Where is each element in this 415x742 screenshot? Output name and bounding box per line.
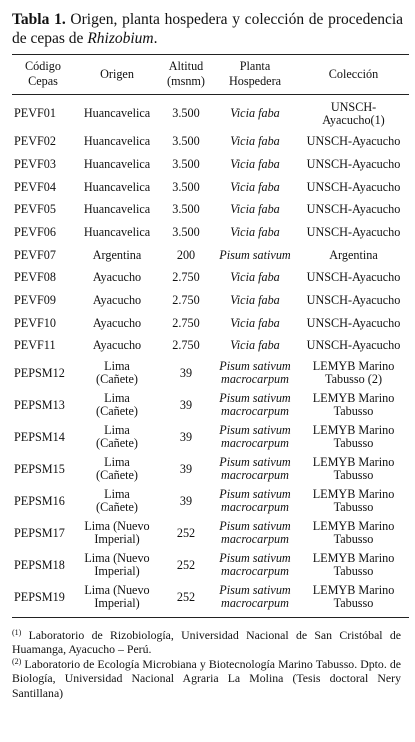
cell-origen: Ayacucho bbox=[92, 292, 142, 307]
cell-codigo: PEVF06 bbox=[14, 224, 56, 239]
cell-coleccion: UNSCH-Ayacucho bbox=[306, 338, 401, 353]
cell-planta: Pisum sativum macrocarpum bbox=[219, 391, 291, 418]
cell-origen: Huancavelica bbox=[83, 202, 151, 217]
cell-planta: Vicia faba bbox=[230, 134, 280, 149]
table-row bbox=[12, 95, 409, 131]
cell-planta: Pisum sativum macrocarpum bbox=[219, 455, 291, 482]
cell-origen: Lima (Cañete) bbox=[96, 359, 138, 386]
table-row bbox=[12, 130, 409, 153]
cell-origen: Lima (Nuevo Imperial) bbox=[84, 519, 150, 546]
cell-codigo: PEVF08 bbox=[14, 270, 56, 285]
cell-coleccion: UNSCH- Ayacucho(1) bbox=[322, 100, 385, 127]
cell-planta: Vicia faba bbox=[230, 292, 280, 307]
cell-planta: Vicia faba bbox=[230, 156, 280, 171]
cell-origen: Lima (Cañete) bbox=[96, 487, 138, 514]
cell-codigo: PEPSM13 bbox=[14, 397, 65, 412]
cell-altitud: 200 bbox=[176, 247, 196, 262]
cell-altitud: 2.750 bbox=[172, 315, 200, 330]
cell-codigo: PEVF01 bbox=[14, 106, 56, 121]
cell-codigo: PEVF03 bbox=[14, 156, 56, 171]
table-row bbox=[12, 517, 409, 549]
footnote-2-mark: (2) bbox=[12, 656, 22, 666]
cell-coleccion: LEMYB Marino Tabusso bbox=[312, 551, 395, 578]
cell-coleccion: LEMYB Marino Tabusso bbox=[312, 519, 395, 546]
cell-codigo: PEPSM16 bbox=[14, 493, 65, 508]
cell-planta: Vicia faba bbox=[230, 224, 280, 239]
cell-codigo: PEVF02 bbox=[14, 134, 56, 149]
cell-coleccion: LEMYB Marino Tabusso bbox=[312, 423, 395, 450]
cell-altitud: 3.500 bbox=[172, 106, 200, 121]
cell-altitud: 39 bbox=[179, 397, 193, 412]
footnote-1-text: Laboratorio de Rizobiología, Universidad Nacional de San Cristóbal de Huamanga, Ayacucho – Perú. bbox=[12, 627, 401, 657]
header-planta-hospedera: Planta Hospedera bbox=[228, 59, 282, 88]
table-row bbox=[12, 198, 409, 221]
table-row bbox=[12, 312, 409, 335]
caption-text: Origen, planta hospedera y colección de procedencia de cepas de bbox=[12, 11, 404, 47]
table-row bbox=[12, 175, 409, 198]
cell-coleccion: UNSCH-Ayacucho bbox=[306, 134, 401, 149]
cell-coleccion: UNSCH-Ayacucho bbox=[306, 270, 401, 285]
cell-planta: Pisum sativum macrocarpum bbox=[219, 359, 291, 386]
cell-altitud: 3.500 bbox=[172, 202, 200, 217]
cell-codigo: PEVF09 bbox=[14, 292, 56, 307]
table-bottom-rule bbox=[12, 617, 409, 618]
cell-altitud: 39 bbox=[179, 429, 193, 444]
cell-planta: Vicia faba bbox=[230, 315, 280, 330]
cell-coleccion: UNSCH-Ayacucho bbox=[306, 179, 401, 194]
header-coleccion: Colección bbox=[328, 66, 379, 81]
cell-codigo: PEPSM19 bbox=[14, 589, 65, 604]
cell-origen: Huancavelica bbox=[83, 224, 151, 239]
cell-coleccion: UNSCH-Ayacucho bbox=[306, 202, 401, 217]
cell-altitud: 39 bbox=[179, 493, 193, 508]
table-row bbox=[12, 485, 409, 517]
table-row bbox=[12, 153, 409, 176]
cell-codigo: PEVF05 bbox=[14, 202, 56, 217]
table-row bbox=[12, 289, 409, 312]
cell-origen: Lima (Cañete) bbox=[96, 455, 138, 482]
cell-origen: Lima (Cañete) bbox=[96, 423, 138, 450]
table-body bbox=[12, 95, 409, 613]
cell-codigo: PEPSM12 bbox=[14, 365, 65, 380]
cell-altitud: 3.500 bbox=[172, 179, 200, 194]
footnote-1-mark: (1) bbox=[12, 627, 22, 637]
cell-coleccion: UNSCH-Ayacucho bbox=[306, 292, 401, 307]
header-origen: Origen bbox=[100, 66, 134, 81]
cell-planta: Pisum sativum macrocarpum bbox=[219, 583, 291, 610]
table-row bbox=[12, 389, 409, 421]
cell-coleccion: Argentina bbox=[329, 247, 378, 262]
cell-coleccion: LEMYB Marino Tabusso (2) bbox=[312, 359, 395, 386]
cell-codigo: PEVF04 bbox=[14, 179, 56, 194]
cell-planta: Vicia faba bbox=[230, 270, 280, 285]
cell-origen: Ayacucho bbox=[92, 270, 142, 285]
cell-origen: Lima (Nuevo Imperial) bbox=[84, 551, 150, 578]
table-header-row bbox=[12, 55, 409, 95]
cell-coleccion: UNSCH-Ayacucho bbox=[306, 224, 401, 239]
cell-altitud: 39 bbox=[179, 365, 193, 380]
cell-altitud: 3.500 bbox=[172, 134, 200, 149]
cell-altitud: 3.500 bbox=[172, 156, 200, 171]
cell-origen: Huancavelica bbox=[83, 156, 151, 171]
cell-altitud: 39 bbox=[179, 461, 193, 476]
cell-altitud: 252 bbox=[176, 557, 196, 572]
header-altitud: Altitud (msnm) bbox=[167, 59, 205, 88]
strains-table bbox=[12, 54, 409, 613]
cell-planta: Vicia faba bbox=[230, 179, 280, 194]
cell-origen: Lima (Nuevo Imperial) bbox=[84, 583, 150, 610]
cell-planta: Vicia faba bbox=[230, 106, 280, 121]
cell-codigo: PEPSM15 bbox=[14, 461, 65, 476]
footnote-2-text: Laboratorio de Ecología Microbiana y Biotecnología Marino Tabusso. Dpto. de Biología, Universidad Nacional Agraria La Molina (Tesis doctoral Nery Santillana) bbox=[12, 656, 401, 700]
header-codigo-cepas: Código Cepas bbox=[25, 59, 61, 88]
cell-codigo: PEPSM14 bbox=[14, 429, 65, 444]
cell-altitud: 252 bbox=[176, 525, 196, 540]
cell-altitud: 3.500 bbox=[172, 224, 200, 239]
cell-planta: Vicia faba bbox=[230, 338, 280, 353]
footnote-1 bbox=[12, 628, 401, 657]
cell-origen: Lima (Cañete) bbox=[96, 391, 138, 418]
cell-planta: Vicia faba bbox=[230, 202, 280, 217]
table-caption bbox=[12, 10, 407, 48]
cell-coleccion: LEMYB Marino Tabusso bbox=[312, 391, 395, 418]
cell-codigo: PEPSM18 bbox=[14, 557, 65, 572]
table-row bbox=[12, 334, 409, 357]
cell-origen: Huancavelica bbox=[83, 179, 151, 194]
cell-coleccion: LEMYB Marino Tabusso bbox=[312, 583, 395, 610]
cell-origen: Huancavelica bbox=[83, 106, 151, 121]
table-row bbox=[12, 357, 409, 389]
table-label: Tabla 1. bbox=[12, 11, 66, 28]
cell-codigo: PEPSM17 bbox=[14, 525, 65, 540]
cell-coleccion: UNSCH-Ayacucho bbox=[306, 156, 401, 171]
cell-coleccion: LEMYB Marino Tabusso bbox=[312, 487, 395, 514]
table-row bbox=[12, 421, 409, 453]
cell-origen: Ayacucho bbox=[92, 315, 142, 330]
table-row bbox=[12, 266, 409, 289]
caption-genus: Rhizobium bbox=[87, 30, 154, 47]
cell-planta: Pisum sativum macrocarpum bbox=[219, 519, 291, 546]
cell-altitud: 2.750 bbox=[172, 270, 200, 285]
table-row bbox=[12, 581, 409, 613]
cell-coleccion: LEMYB Marino Tabusso bbox=[312, 455, 395, 482]
table-row bbox=[12, 243, 409, 266]
cell-codigo: PEVF07 bbox=[14, 247, 56, 262]
cell-planta: Pisum sativum macrocarpum bbox=[219, 423, 291, 450]
table-row bbox=[12, 549, 409, 581]
cell-planta: Pisum sativum bbox=[219, 247, 291, 262]
cell-planta: Pisum sativum macrocarpum bbox=[219, 551, 291, 578]
cell-origen: Huancavelica bbox=[83, 134, 151, 149]
cell-codigo: PEVF10 bbox=[14, 315, 56, 330]
footnotes bbox=[12, 628, 407, 701]
cell-altitud: 2.750 bbox=[172, 338, 200, 353]
cell-codigo: PEVF11 bbox=[14, 338, 56, 353]
cell-altitud: 2.750 bbox=[172, 292, 200, 307]
footnote-2 bbox=[12, 657, 401, 701]
cell-origen: Ayacucho bbox=[92, 338, 142, 353]
caption-end: . bbox=[153, 30, 158, 47]
cell-coleccion: UNSCH-Ayacucho bbox=[306, 315, 401, 330]
cell-planta: Pisum sativum macrocarpum bbox=[219, 487, 291, 514]
table-row bbox=[12, 221, 409, 244]
cell-altitud: 252 bbox=[176, 589, 196, 604]
table-row bbox=[12, 453, 409, 485]
cell-origen: Argentina bbox=[92, 247, 142, 262]
